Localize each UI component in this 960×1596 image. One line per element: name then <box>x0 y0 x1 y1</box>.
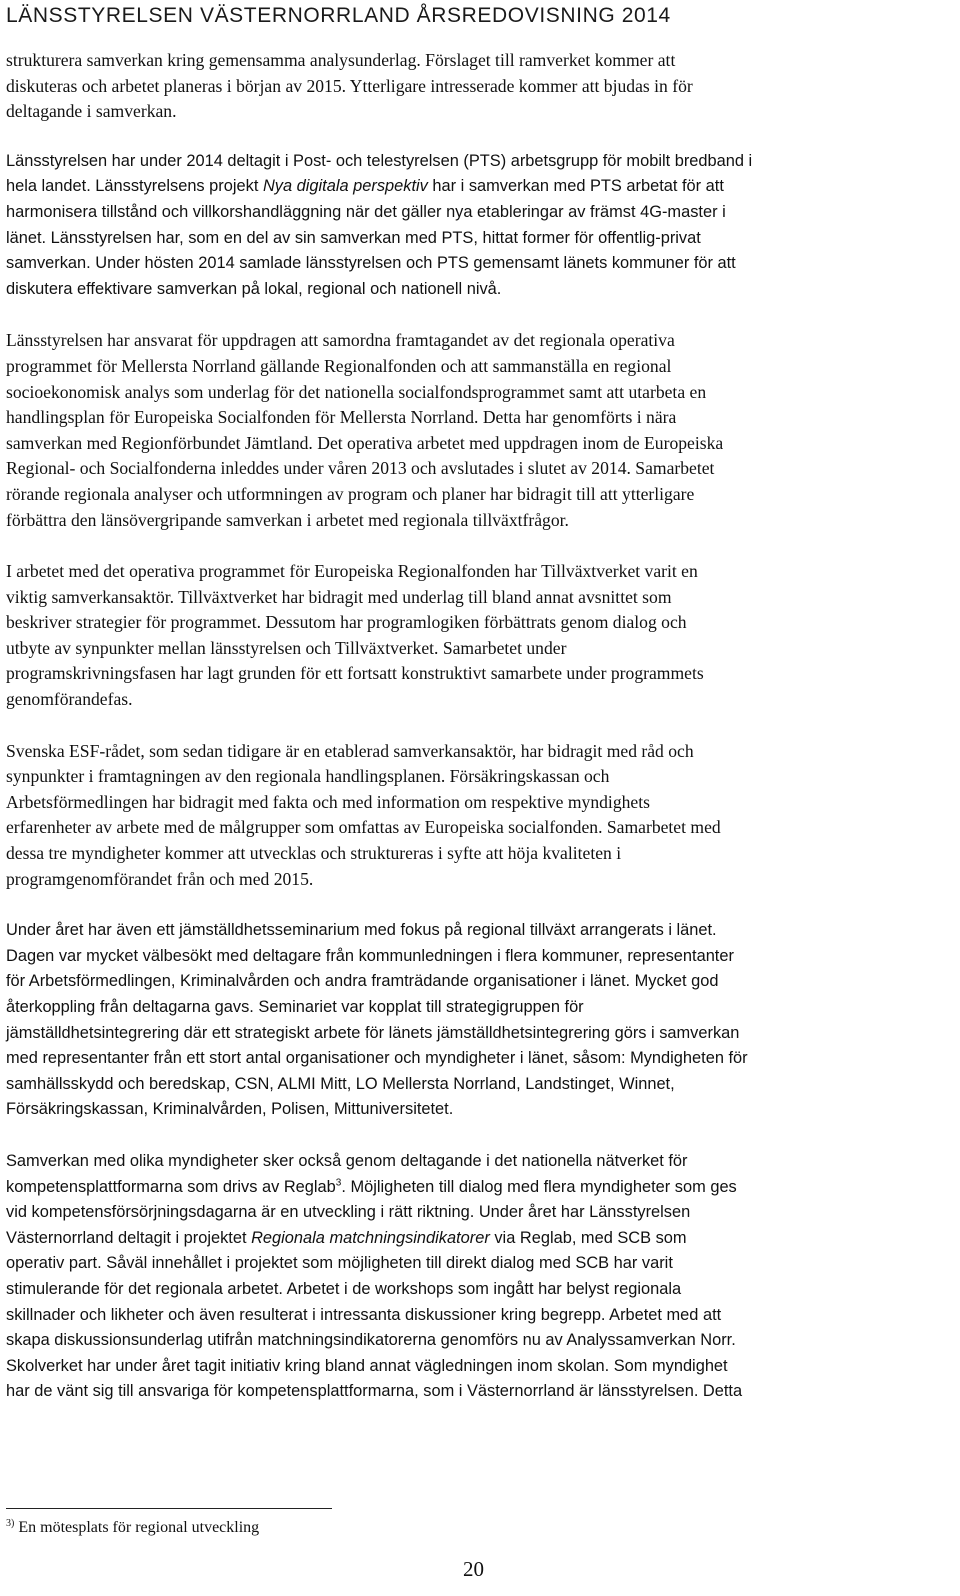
text-line: Försäkringskassan, Kriminalvården, Polisen, Mittuniversitetet. <box>6 1100 454 1119</box>
text-segment: hela landet. Länsstyrelsens projekt <box>6 177 263 196</box>
text-line: rörande regionala analyser och utformningen av program och planer har bidragit till att ytterligare <box>6 483 695 504</box>
text-line: viktig samverkansaktör. Tillväxtverket har bidragit med underlag till bland annat avsnittet som <box>6 586 672 607</box>
text-line: jämställdhetsintegrering där ett strategiskt arbete för länets jämställdhetsintegrering görs i samverkan <box>6 1023 740 1042</box>
paragraph-operativa-programmet <box>6 328 956 533</box>
text-segment: Västernorrland deltagit i projektet <box>6 1228 252 1247</box>
project-name-italic: Regionala matchningsindikatorer <box>251 1228 490 1247</box>
footnote-text: En mötesplats för regional utveckling <box>18 1519 260 1536</box>
text-line: förbättra den länsövergripande samverkan i arbetet med regionala tillväxtfrågor. <box>6 509 569 530</box>
text-line: skillnader och likheter och även resulterat i intressanta diskussioner kring begrepp. Arbetet med att <box>6 1305 722 1324</box>
text-line: I arbetet med det operativa programmet för Europeiska Regionalfonden har Tillväxtverket varit en <box>6 561 698 582</box>
footnote <box>6 1519 259 1537</box>
text-line-with-project <box>6 174 956 200</box>
page-number: 20 <box>463 1557 484 1581</box>
text-line: utbyte av synpunkter mellan länsstyrelsen och Tillväxtverket. Samarbetet under <box>6 637 567 658</box>
text-line: synpunkter i framtagningen av den regionala handlingsplanen. Försäkringskassan och <box>6 766 610 787</box>
text-line: deltagande i samverkan. <box>6 101 177 122</box>
text-line: stimulerande för det regionala arbetet. Arbetet i de workshops som ingått har belyst regionala <box>6 1279 682 1298</box>
text-line: för Arbetsförmedlingen, Kriminalvården och andra framträdande organisationer i länet. Mycket god <box>6 972 719 991</box>
paragraph-ramverk <box>6 48 956 125</box>
text-line: programmet för Mellersta Norrland gällande Regionalfonden och att sammanställa en regional <box>6 355 672 376</box>
text-line: Arbetsförmedlingen har bidragit med fakta och med information om respektive myndighets <box>6 791 650 812</box>
text-line: operativ part. Såväl innehållet i projektet som möjligheten till direkt dialog med SCB har varit <box>6 1254 673 1273</box>
text-line: programskrivningsfasen har lagt grunden för ett fortsatt konstruktivt samarbete under programmets <box>6 663 704 684</box>
text-line: strukturera samverkan kring gemensamma analysunderlag. Förslaget till ramverket kommer att <box>6 50 676 70</box>
text-line: erfarenheter av arbete med de målgrupper som omfattas av Europeiska socialfonden. Samarbetet med <box>6 817 721 838</box>
text-line: har de vänt sig till ansvariga för kompetensplattformarna, som i Västernorrland är länsstyrelsen. Detta <box>6 1382 743 1401</box>
text-line: beskriver strategier för programmet. Dessutom har programlogiken förbättrats genom dialog och <box>6 612 687 633</box>
text-line: vid kompetensförsörjningsdagarna är en utveckling i rätt riktning. Under året har Länsstyrelsen <box>6 1203 691 1222</box>
footnote-divider <box>6 1508 332 1509</box>
text-line: dessa tre myndigheter kommer att utvecklas och struktureras i syfte att höja kvaliteten i <box>6 843 622 864</box>
paragraph-jamstalldhet <box>6 918 956 1123</box>
text-line: diskuteras och arbetet planeras i början av 2015. Ytterligare intresserade kommer att bjudas in för <box>6 75 693 96</box>
text-segment: kompetensplattformarna som drivs av Reglab <box>6 1177 336 1196</box>
paragraph-pts <box>6 149 956 303</box>
text-line-with-project <box>6 1226 956 1252</box>
text-line-with-footnote <box>6 1175 956 1201</box>
text-line: Länsstyrelsen har ansvarat för uppdragen att samordna framtagandet av det regionala operativa <box>6 330 675 351</box>
text-line: Samverkan med olika myndigheter sker också genom deltagande i det nationella nätverket för <box>6 1151 688 1170</box>
text-line: samhällsskydd och beredskap, CSN, ALMI Mitt, LO Mellersta Norrland, Landstinget, Winnet, <box>6 1074 675 1093</box>
text-segment: har i samverkan med PTS arbetat för att <box>427 177 724 196</box>
paragraph-kompetensplattformar <box>6 1149 956 1405</box>
paragraph-esf-radet <box>6 739 956 893</box>
text-line: Svenska ESF-rådet, som sedan tidigare är en etablerad samverkansaktör, har bidragit med råd och <box>6 740 694 761</box>
body-text <box>6 48 956 1431</box>
project-name-italic: Nya digitala perspektiv <box>262 177 428 196</box>
text-line: samverkan. Under hösten 2014 samlade länsstyrelsen och PTS gemensamt länets kommuner för att <box>6 254 736 273</box>
text-line: Skolverket har under året tagit initiativ kring bland annat vägledningen inom skolan. Som myndighet <box>6 1356 728 1375</box>
text-line: återkoppling från deltagarna gavs. Seminariet var kopplat till strategigruppen för <box>6 998 584 1016</box>
text-line: diskutera effektivare samverkan på lokal, regional och nationell nivå. <box>6 279 502 298</box>
paragraph-tillvaxtverket <box>6 559 956 713</box>
text-line: skapa diskussionsunderlag utifrån matchningsindikatorerna genomförs nu av Analyssamverkan Norr. <box>6 1331 736 1350</box>
text-line: programgenomförandet från och med 2015. <box>6 868 314 889</box>
text-line: harmonisera tillstånd och villkorshandläggning när det gäller nya etableringar av främst 4G-master i <box>6 202 726 221</box>
text-line: länet. Länsstyrelsen har, som en del av sin samverkan med PTS, hittat former för offentlig-privat <box>6 228 701 247</box>
page-header: LÄNSSTYRELSEN VÄSTERNORRLAND ÅRSREDOVISNING 2014 <box>6 4 671 27</box>
footnote-reference[interactable]: 3 <box>335 1177 342 1189</box>
text-segment: . Möjligheten till dialog med flera myndigheter som ges <box>341 1177 737 1196</box>
footnote-marker: 3) <box>6 1517 15 1529</box>
text-line: handlingsplan för Europeiska Socialfonden för Mellersta Norrland. Detta har genomförts i nära <box>6 407 677 428</box>
text-line: samverkan med Regionförbundet Jämtland. Det operativa arbetet med uppdragen inom de Europeiska <box>6 432 724 453</box>
text-segment: via Reglab, med SCB som <box>489 1228 687 1247</box>
text-line: Dagen var mycket välbesökt med deltagare från kommunledningen i flera kommuner, representanter <box>6 946 734 965</box>
text-line: Länsstyrelsen har under 2014 deltagit i Post- och telestyrelsen (PTS) arbetsgrupp för mobilt bredband i <box>6 151 753 170</box>
text-line: Under året har även ett jämställdhetsseminarium med fokus på regional tillväxt arrangerats i länet. <box>6 921 717 940</box>
text-line: genomförandefas. <box>6 689 133 710</box>
text-line: socioekonomisk analys som underlag för det nationella socialfondsprogrammet samt att utarbeta en <box>6 381 707 402</box>
text-line: med representanter från ett stort antal organisationer och myndigheter i länet, såsom: Myndigheten för <box>6 1049 748 1068</box>
text-line: Regional- och Socialfonderna inleddes under våren 2013 och avslutades i slutet av 2014. Samarbetet <box>6 458 715 479</box>
